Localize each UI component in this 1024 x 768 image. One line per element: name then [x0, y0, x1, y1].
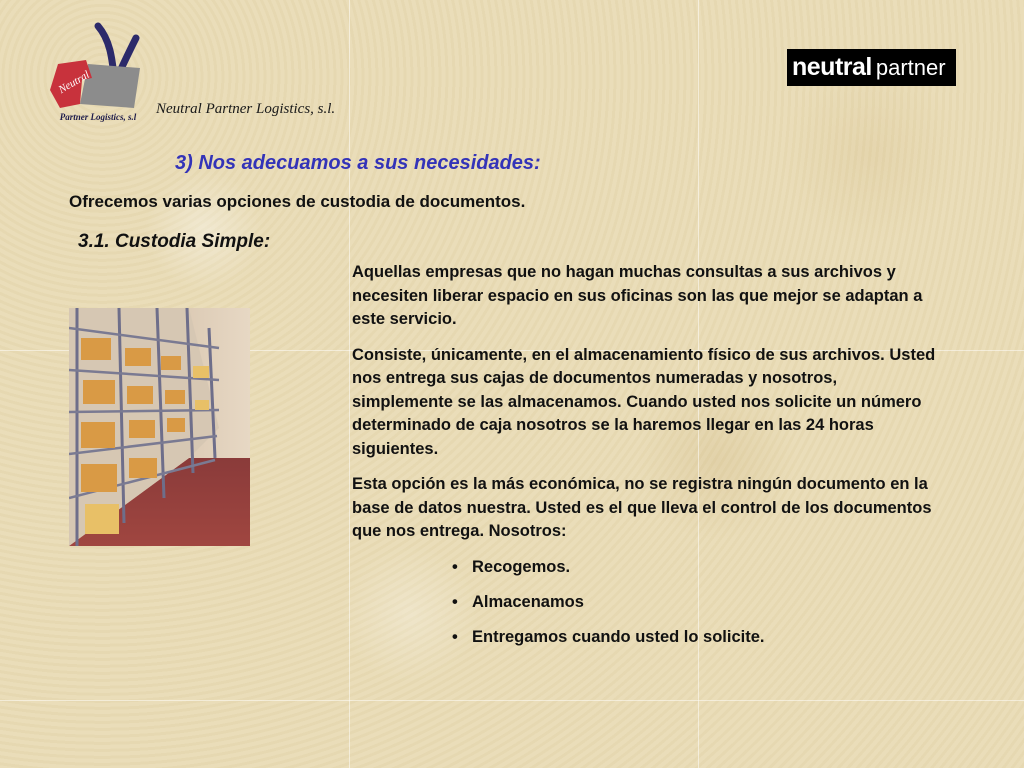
list-item — [452, 591, 942, 614]
brand-logo-light-word: partner — [875, 54, 946, 80]
intro-text: Ofrecemos varias opciones de custodia de documentos. — [69, 192, 526, 211]
company-name: Neutral Partner Logistics, s.l. — [156, 101, 336, 117]
list-item-label: Almacenamos — [472, 592, 584, 611]
bullet-icon: • — [452, 627, 458, 646]
warehouse-shelves-photo — [69, 308, 250, 546]
texture-seam — [0, 700, 1024, 701]
list-item-label: Entregamos cuando usted lo solicite. — [472, 627, 765, 646]
company-logo — [40, 20, 150, 130]
subsection-title: 3.1. Custodia Simple: — [78, 231, 271, 252]
list-item-label: Recogemos. — [472, 557, 571, 576]
paragraph: Esta opción es la más económica, no se registra ningún documento en la base de datos nuestra. Usted es el que lleva el control de los documentos que nos entrega. Nosotros: — [352, 475, 932, 540]
logo-caption: Partner Logistics, s.l — [59, 112, 137, 122]
list-item — [452, 626, 942, 649]
svg-text:Neutral: Neutral — [56, 68, 92, 97]
body-text — [352, 261, 942, 661]
bullet-list — [352, 556, 942, 649]
texture-seam — [349, 0, 350, 768]
paragraph: Consiste, únicamente, en el almacenamiento físico de sus archivos. Usted nos entrega sus cajas de documentos numeradas y nosotros, simplemente se las almacenamos. Cuando usted nos solicite un número determinado de caja nosotros se la haremos llegar en las 24 horas siguientes. — [352, 345, 936, 458]
brand-logo-bold-word: neutral — [792, 53, 872, 81]
paragraph: Aquellas empresas que no hagan muchas consultas a sus archivos y necesiten liberar espacio en sus oficinas son las que mejor se adaptan a este servicio. — [352, 263, 923, 328]
list-item — [452, 556, 942, 579]
bullet-icon: • — [452, 557, 458, 576]
section-title: 3) Nos adecuamos a sus necesidades: — [175, 152, 541, 174]
brand-logo — [787, 49, 956, 86]
bullet-icon: • — [452, 592, 458, 611]
logo-emblem — [40, 20, 150, 120]
